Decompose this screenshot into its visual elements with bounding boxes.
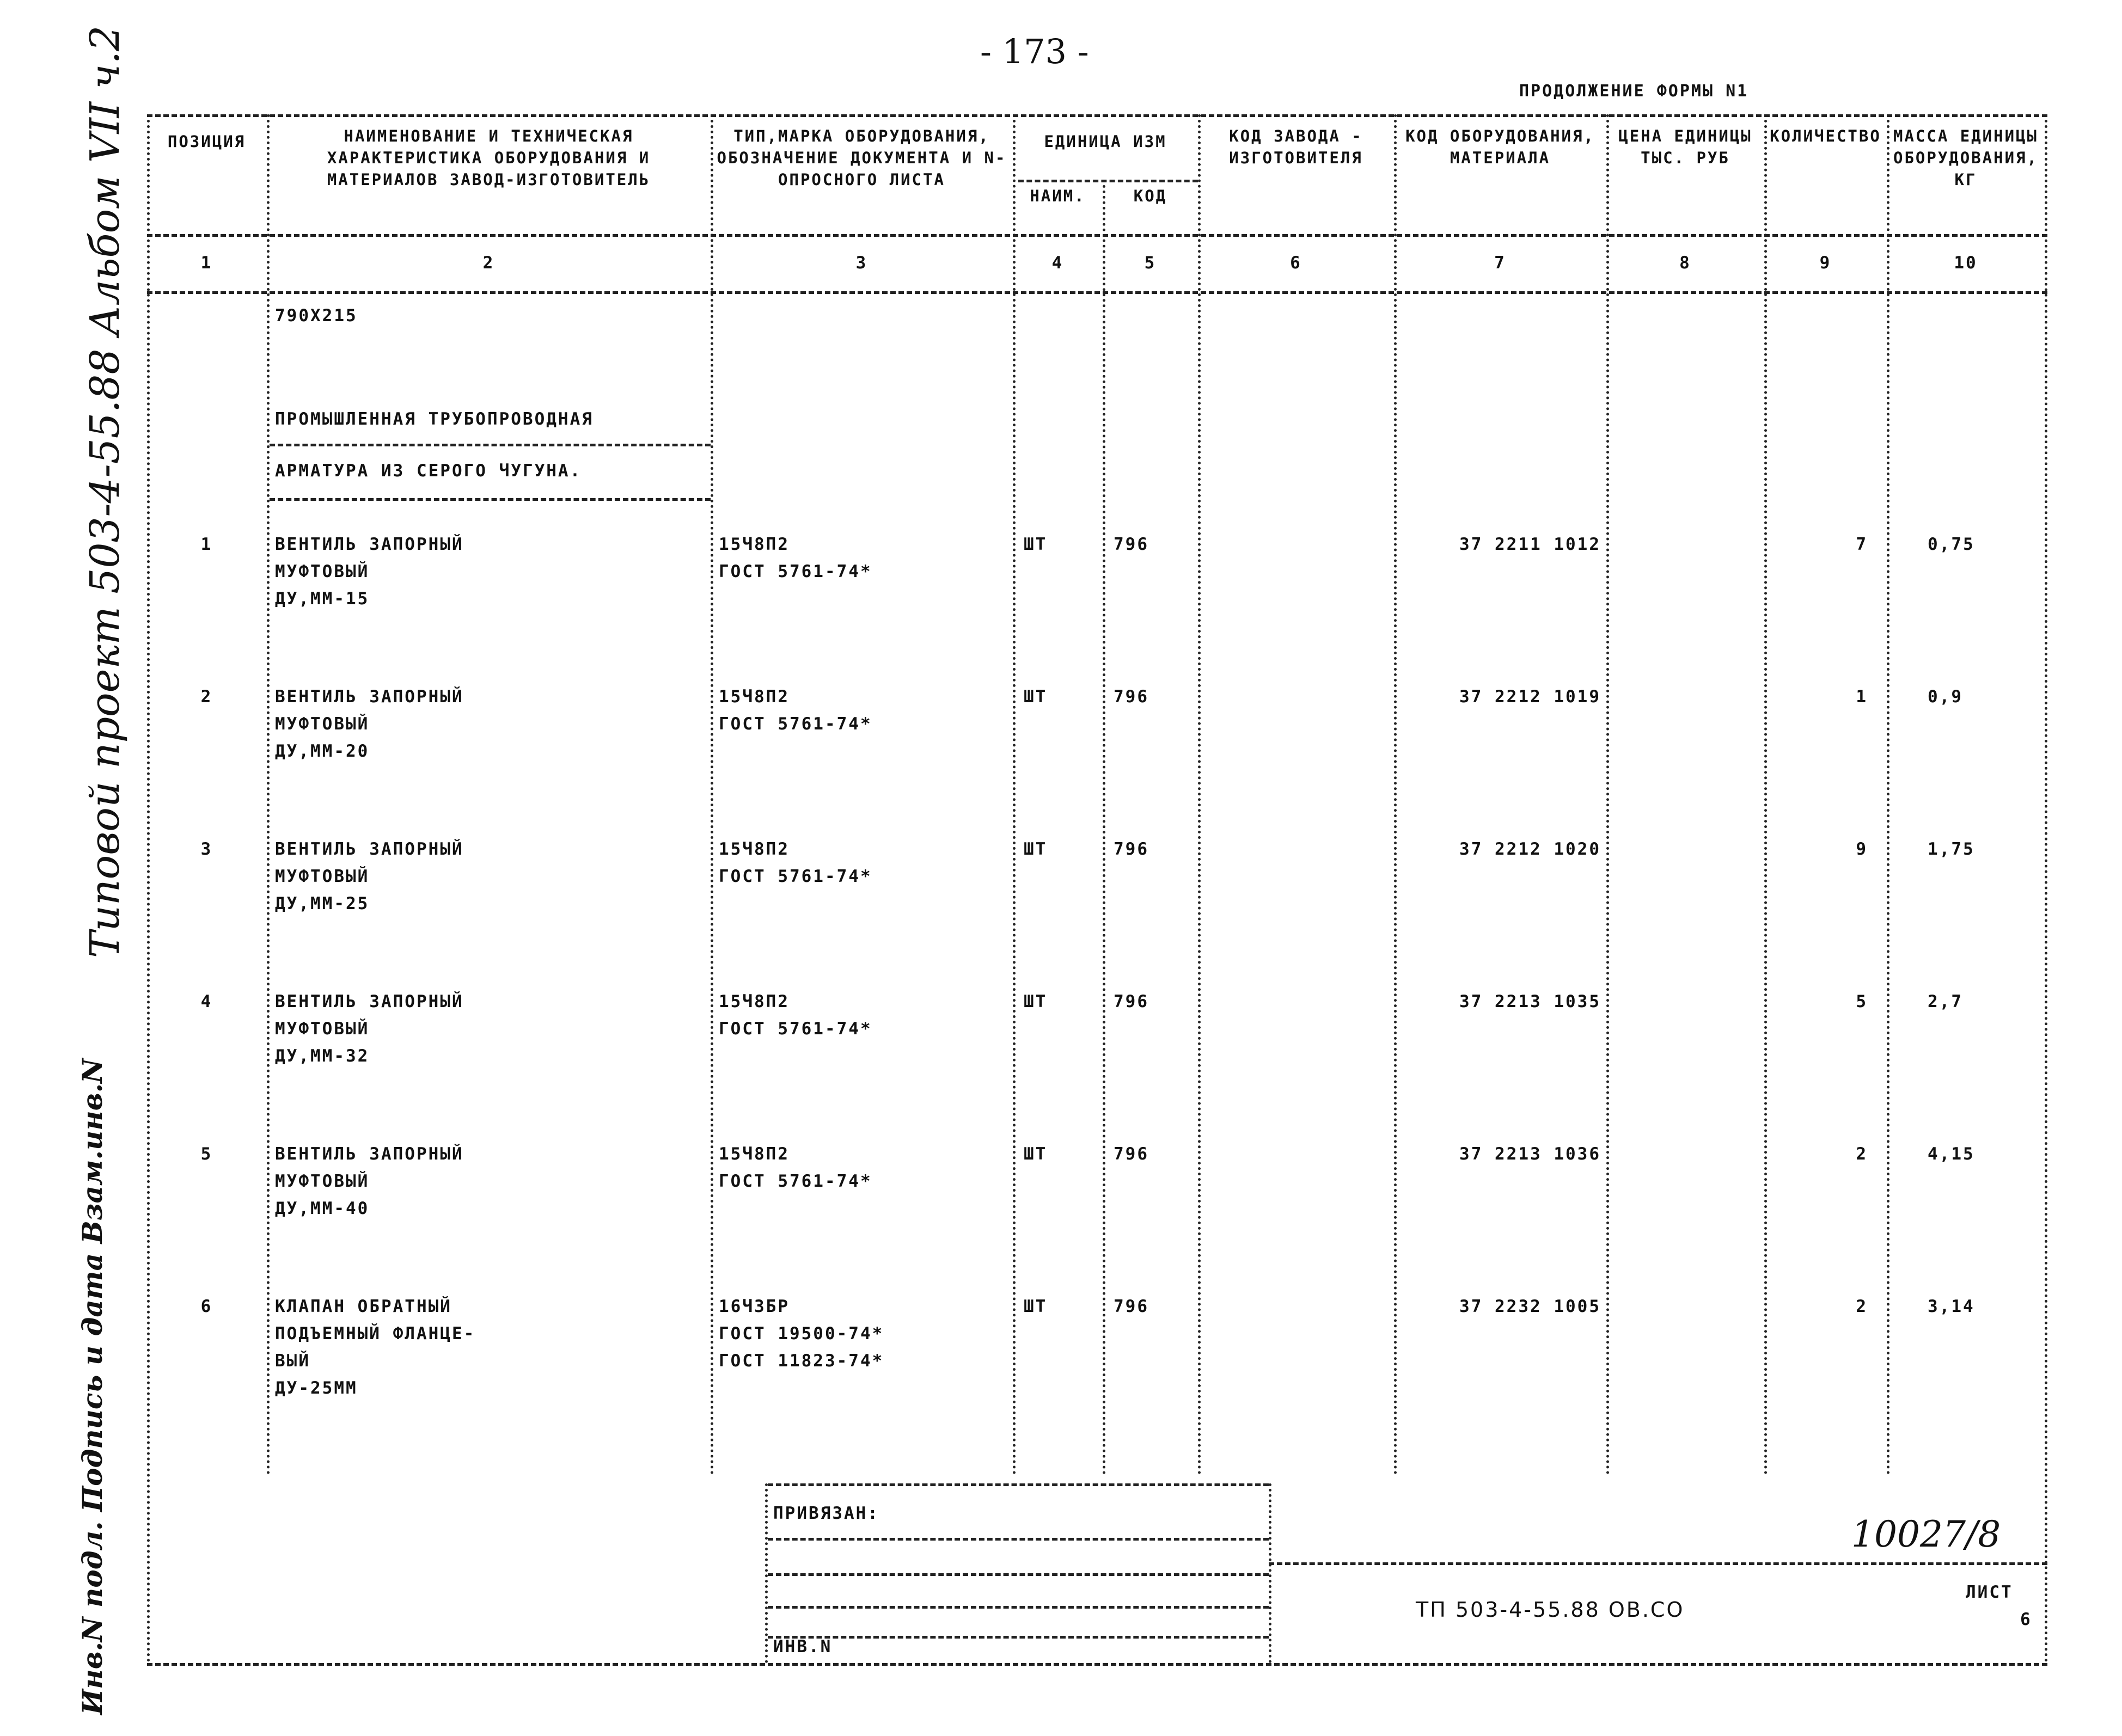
bound-label: ПРИВЯЗАН: <box>773 1504 879 1523</box>
rule-bottom <box>147 1663 2047 1666</box>
col-header-position: ПОЗИЦИЯ <box>167 132 246 151</box>
col-header-unit-code: КОД <box>1133 187 1167 205</box>
rule-group-mid <box>270 444 711 446</box>
row-position: 3 <box>200 839 213 859</box>
row-name-line1: ВЕНТИЛЬ ЗАПОРНЫЙ <box>275 535 464 554</box>
col-sep-4 <box>1103 180 1105 1475</box>
row-unit-name: ШТ <box>1024 1144 1048 1164</box>
row-position: 5 <box>200 1144 213 1164</box>
row-type-line2: ГОСТ 5761-74* <box>719 714 872 734</box>
row-type-line2: ГОСТ 5761-74* <box>719 1019 872 1039</box>
col-number-10: 10 <box>1954 253 1978 273</box>
col-header-type: ТИП,МАРКА ОБОРУДОВАНИЯ, ОБОЗНАЧЕНИЕ ДОКУМЕНТА И N-ОПРОСНОГО ЛИСТА <box>717 127 1007 189</box>
row-quantity: 5 <box>1856 992 1868 1011</box>
row-type-line1: 16Ч3БР <box>719 1297 790 1316</box>
col-header-unit: ЕДИНИЦА ИЗМ <box>1044 132 1167 151</box>
row-name-line2: МУФТОВЫЙ <box>275 562 370 581</box>
row-position: 4 <box>200 992 213 1011</box>
row-unit-name: ШТ <box>1024 535 1048 554</box>
rule-stamp-5 <box>768 1636 1269 1639</box>
col-sep-2 <box>711 114 713 1475</box>
rule-numbers-bottom <box>147 291 2047 294</box>
page-number: - 173 - <box>980 32 1089 71</box>
row-mass: 0,75 <box>1928 535 1975 554</box>
row-position: 6 <box>200 1297 213 1316</box>
row-type-line1: 15Ч8П2 <box>719 687 790 707</box>
row-name-line3: ДУ,ММ-40 <box>275 1199 370 1218</box>
col-number-9: 9 <box>1819 253 1832 273</box>
row-type-line2: ГОСТ 19500-74* <box>719 1324 884 1344</box>
col-number-1: 1 <box>200 253 213 273</box>
row-unit-code: 796 <box>1114 1144 1149 1164</box>
row-quantity: 2 <box>1856 1144 1868 1164</box>
row-mass: 4,15 <box>1928 1144 1975 1164</box>
album-title: Типовой проект 503-4-55.88 Альбом VII ч.2 <box>82 25 129 958</box>
col-number-2: 2 <box>482 253 495 273</box>
col-header-equipment-code: КОД ОБОРУДОВАНИЯ, МАТЕРИАЛА <box>1405 127 1595 167</box>
rule-stamp-3 <box>768 1573 1269 1576</box>
row-name-line1: КЛАПАН ОБРАТНЫЙ <box>275 1297 452 1316</box>
row-position: 2 <box>200 687 213 707</box>
row-unit-name: ШТ <box>1024 839 1048 859</box>
document-code: ТП 503-4-55.88 ОВ.СО <box>1416 1598 1685 1622</box>
col-sep-6 <box>1394 114 1397 1475</box>
row-unit-code: 796 <box>1114 1297 1149 1316</box>
approval-stamp: Инв.N подл. Подпись и дата Взам.инв.N <box>76 1058 108 1715</box>
row-name-line1: ВЕНТИЛЬ ЗАПОРНЫЙ <box>275 992 464 1011</box>
col-sep-5 <box>1198 114 1201 1475</box>
intro-size: 790X215 <box>275 306 358 326</box>
col-number-5: 5 <box>1144 253 1157 273</box>
row-name-line3: ДУ,ММ-20 <box>275 741 370 761</box>
inventory-label: ИНВ.N <box>773 1637 833 1657</box>
col-number-7: 7 <box>1494 253 1506 273</box>
row-name-line2: МУФТОВЫЙ <box>275 867 370 886</box>
rule-stamp-1 <box>768 1483 1269 1486</box>
row-type-line1: 15Ч8П2 <box>719 992 790 1011</box>
col-header-unit-name: НАИМ. <box>1030 187 1086 205</box>
row-quantity: 2 <box>1856 1297 1868 1316</box>
col-header-mass: МАССА ЕДИНИЦЫ ОБОРУДОВАНИЯ, КГ <box>1893 127 2038 189</box>
row-mass: 3,14 <box>1928 1297 1975 1316</box>
row-name-line3: ВЫЙ <box>275 1351 310 1371</box>
col-header-plant-code: КОД ЗАВОДА - ИЗГОТОВИТЕЛЯ <box>1229 127 1363 167</box>
row-equipment-code: 37 2212 1019 <box>1459 687 1601 707</box>
row-name-line3: ДУ,ММ-25 <box>275 894 370 913</box>
group-title-line1: ПРОМЫШЛЕННАЯ ТРУБОПРОВОДНАЯ <box>275 409 594 429</box>
continuation-label: ПРОДОЛЖЕНИЕ ФОРМЫ N1 <box>1519 82 1749 101</box>
rule-top <box>147 114 2047 117</box>
row-name-line2: МУФТОВЫЙ <box>275 1171 370 1191</box>
row-unit-code: 796 <box>1114 687 1149 707</box>
row-position: 1 <box>200 535 213 554</box>
col-header-quantity: КОЛИЧЕСТВО <box>1770 127 1881 145</box>
row-unit-code: 796 <box>1114 535 1149 554</box>
row-name-line4: ДУ-25ММ <box>275 1378 358 1398</box>
rule-group-bottom <box>270 498 711 501</box>
row-equipment-code: 37 2212 1020 <box>1459 839 1601 859</box>
row-name-line3: ДУ,ММ-15 <box>275 589 370 609</box>
col-number-4: 4 <box>1051 253 1064 273</box>
row-name-line3: ДУ,ММ-32 <box>275 1046 370 1066</box>
row-unit-name: ШТ <box>1024 687 1048 707</box>
row-quantity: 7 <box>1856 535 1868 554</box>
col-sep-1 <box>267 114 270 1475</box>
rule-stamp-2 <box>768 1538 1269 1541</box>
col-number-8: 8 <box>1679 253 1691 273</box>
rule-header-bottom <box>147 234 2047 237</box>
row-unit-name: ШТ <box>1024 992 1048 1011</box>
row-type-line2: ГОСТ 5761-74* <box>719 562 872 581</box>
row-mass: 2,7 <box>1928 992 1963 1011</box>
stamp-sep-right <box>1269 1483 1271 1663</box>
row-type-line1: 15Ч8П2 <box>719 535 790 554</box>
col-header-price: ЦЕНА ЕДИНИЦЫ ТЫС. РУБ <box>1618 127 1752 167</box>
row-name-line2: МУФТОВЫЙ <box>275 714 370 734</box>
row-quantity: 9 <box>1856 839 1868 859</box>
row-equipment-code: 37 2232 1005 <box>1459 1297 1601 1316</box>
row-unit-code: 796 <box>1114 992 1149 1011</box>
rule-unit-split <box>1018 180 1198 182</box>
col-sep-0 <box>147 114 150 1663</box>
rule-title-block <box>1269 1562 2047 1565</box>
sheet-label: ЛИСТ <box>1966 1582 2013 1602</box>
col-sep-8 <box>1764 114 1767 1475</box>
col-sep-9 <box>1887 114 1889 1475</box>
row-type-line2: ГОСТ 5761-74* <box>719 867 872 886</box>
row-equipment-code: 37 2211 1012 <box>1459 535 1601 554</box>
row-unit-name: ШТ <box>1024 1297 1048 1316</box>
group-title-line2: АРМАТУРА ИЗ СЕРОГО ЧУГУНА. <box>275 461 582 481</box>
rule-stamp-4 <box>768 1606 1269 1609</box>
row-name-line1: ВЕНТИЛЬ ЗАПОРНЫЙ <box>275 687 464 707</box>
row-type-line3: ГОСТ 11823-74* <box>719 1351 884 1371</box>
row-mass: 0,9 <box>1928 687 1963 707</box>
col-number-3: 3 <box>855 253 868 273</box>
row-equipment-code: 37 2213 1035 <box>1459 992 1601 1011</box>
col-sep-3 <box>1013 114 1016 1475</box>
row-type-line2: ГОСТ 5761-74* <box>719 1171 872 1191</box>
col-sep-10 <box>2045 114 2047 1663</box>
row-unit-code: 796 <box>1114 839 1149 859</box>
row-quantity: 1 <box>1856 687 1868 707</box>
col-sep-7 <box>1606 114 1609 1475</box>
stamp-sep-left <box>765 1483 768 1663</box>
row-name-line1: ВЕНТИЛЬ ЗАПОРНЫЙ <box>275 1144 464 1164</box>
sheet-number: 6 <box>2020 1610 2032 1629</box>
row-equipment-code: 37 2213 1036 <box>1459 1144 1601 1164</box>
row-mass: 1,75 <box>1928 839 1975 859</box>
col-header-name: НАИМЕНОВАНИЕ И ТЕХНИЧЕСКАЯ ХАРАКТЕРИСТИКА ОБОРУДОВАНИЯ И МАТЕРИАЛОВ ЗАВОД-ИЗГОТОВИТЕЛЬ <box>327 127 651 189</box>
row-name-line2: ПОДЪЕМНЫЙ ФЛАНЦЕ- <box>275 1324 476 1344</box>
row-type-line1: 15Ч8П2 <box>719 839 790 859</box>
row-name-line2: МУФТОВЫЙ <box>275 1019 370 1039</box>
row-name-line1: ВЕНТИЛЬ ЗАПОРНЫЙ <box>275 839 464 859</box>
col-number-6: 6 <box>1290 253 1302 273</box>
handwritten-number: 10027/8 <box>1851 1513 2001 1555</box>
row-type-line1: 15Ч8П2 <box>719 1144 790 1164</box>
